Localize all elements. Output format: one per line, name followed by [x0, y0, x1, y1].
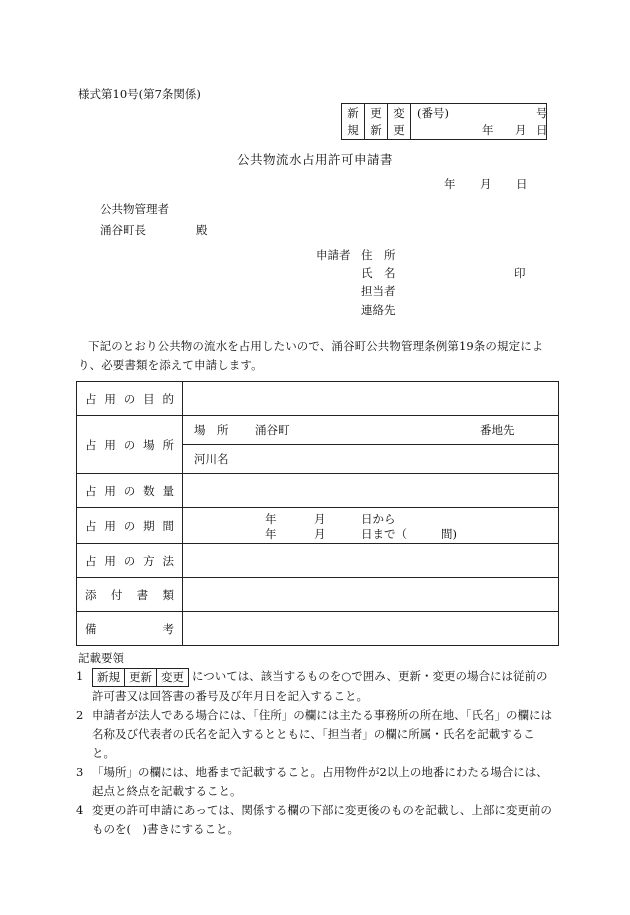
kind-renew-cell[interactable] [365, 104, 388, 140]
addressee-honorific: 殿 [196, 223, 208, 237]
period-field[interactable] [183, 508, 559, 544]
place-location-field[interactable] [183, 416, 559, 445]
kind-boxes-inline [92, 668, 189, 687]
date-day-label: 日 [516, 177, 528, 191]
permit-year-label: 年 [482, 123, 494, 137]
applicant-name-label: 氏 名 [361, 266, 396, 280]
note-1-text: については、該当するものを○で囲み、更新・変更の場合には従前の許可書又は回答書の番号及び年月日を記入すること。 [92, 669, 548, 703]
place-location-label: 場 所 [194, 423, 229, 437]
addressee-name: 涌谷町長 [100, 223, 146, 237]
note-2 [76, 706, 556, 763]
note-2-number: 2 [76, 708, 84, 722]
method-label: 占 用 の 方 法 [77, 544, 183, 578]
inline-box-change: 変更 [161, 669, 184, 684]
kind-renew-bottom: 新 [370, 122, 382, 137]
note-1 [76, 667, 556, 706]
request-statement: 下記のとおり公共物の流水を占用したいので、涌谷町公共物管理条例第19条の規定により、必要書類を添えて申請します。 [78, 339, 544, 372]
place-town-text: 涌谷町 [255, 423, 290, 437]
applicant-label: 申請者 [316, 248, 351, 262]
number-suffix: 号 [536, 106, 548, 120]
seal-mark: 印 [514, 266, 526, 280]
inline-box-new: 新規 [93, 669, 125, 686]
note-3-text: 「場所」の欄には、地番まで記載すること。占用物件が2以上の地番にわたる場合には、起点と終点を記載すること。 [92, 765, 548, 798]
river-name-field[interactable] [183, 445, 559, 474]
applicant-contact-label: 連絡先 [361, 303, 396, 317]
period-from-day: 日から [361, 512, 396, 526]
note-2-text: 申請者が法人である場合には、「住所」の欄には主たる事務所の所在地、「氏名」の欄には名称及び代表者の氏名を記入するとともに、「担当者」の欄に所属・氏名を記載すること。 [92, 708, 552, 760]
period-label: 占 用 の 期 間 [77, 508, 183, 544]
applicant-person-label: 担当者 [361, 284, 396, 298]
period-to-day: 日まで（ [361, 527, 407, 541]
river-name-label: 河川名 [194, 452, 229, 466]
permit-month-label: 月 [515, 123, 527, 137]
addressee-title: 公共物管理者 [100, 202, 169, 216]
document-title: 公共物流水占用許可申請書 [236, 152, 393, 167]
period-to-month: 月 [314, 527, 326, 541]
permit-day-label: 日 [536, 123, 548, 137]
period-from-year: 年 [265, 512, 277, 526]
kind-change-cell[interactable] [388, 104, 411, 140]
remarks-label: 備 考 [77, 612, 183, 646]
kind-new-top: 新 [347, 105, 359, 120]
method-field[interactable] [183, 544, 559, 578]
remarks-field[interactable] [183, 612, 559, 646]
period-to-year: 年 [265, 527, 277, 541]
period-from-month: 月 [314, 512, 326, 526]
applicant-address-label: 住 所 [361, 248, 396, 262]
kind-change-bottom: 更 [393, 122, 405, 137]
kind-renew-top: 更 [370, 105, 382, 120]
number-label: (番号) [417, 106, 449, 120]
place-label: 占 用 の 場 所 [77, 416, 183, 474]
place-suffix-text: 番地先 [480, 423, 515, 437]
quantity-field[interactable] [183, 474, 559, 508]
note-4-text: 変更の許可申請にあっては、関係する欄の下部に変更後のものを記載し、上部に変更前のものを( )書きにすること。 [92, 803, 552, 836]
attachments-field[interactable] [183, 578, 559, 612]
kind-new-bottom: 規 [347, 122, 359, 137]
note-3 [76, 763, 556, 801]
notes-heading: 記載要領 [78, 651, 124, 665]
form-number: 様式第10号(第7条関係) [78, 87, 201, 101]
permit-number-field[interactable] [411, 104, 547, 140]
date-year-label: 年 [444, 177, 456, 191]
note-3-number: 3 [76, 765, 84, 779]
purpose-field[interactable] [183, 382, 559, 416]
application-details-table [76, 381, 559, 646]
application-kind-box [341, 103, 547, 140]
date-month-label: 月 [480, 177, 492, 191]
quantity-label: 占 用 の 数 量 [77, 474, 183, 508]
attachments-label: 添 付 書 類 [77, 578, 183, 612]
note-1-number: 1 [76, 669, 84, 683]
kind-new-cell[interactable] [342, 104, 365, 140]
period-length-close: 間) [441, 527, 457, 541]
note-4-number: 4 [76, 803, 84, 817]
kind-change-top: 変 [393, 105, 405, 120]
note-4 [76, 801, 556, 839]
purpose-label: 占 用 の 目 的 [77, 382, 183, 416]
inline-box-renew: 更新 [125, 669, 157, 686]
